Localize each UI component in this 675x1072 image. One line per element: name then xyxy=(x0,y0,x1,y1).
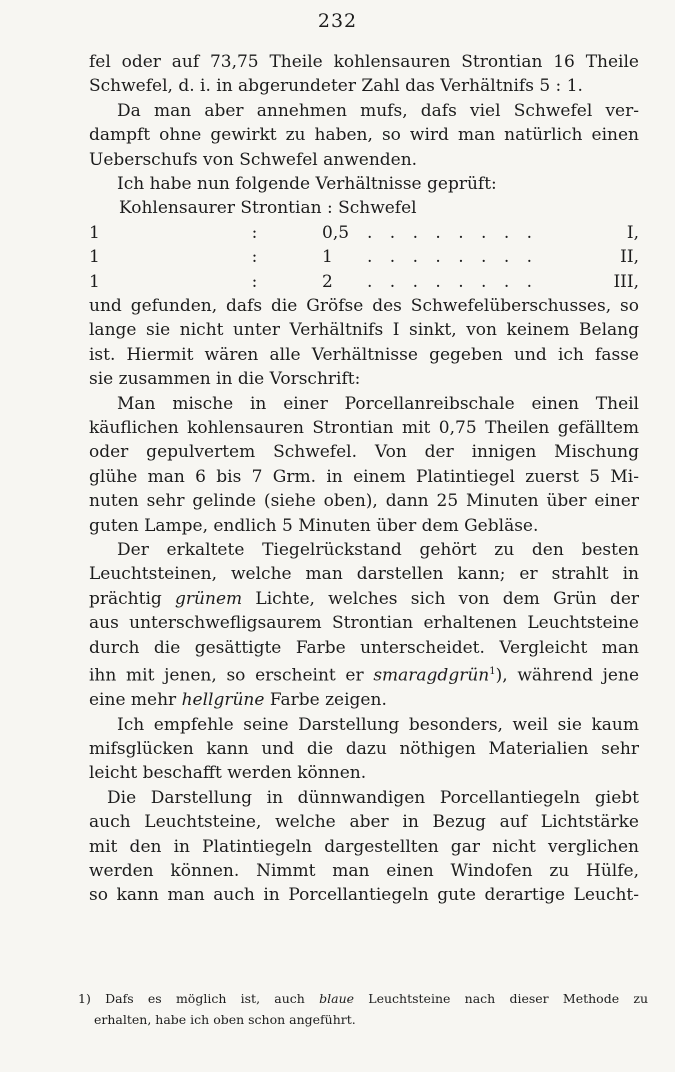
text-span: prächtig xyxy=(89,588,162,609)
emphasis: smaragdgrün xyxy=(373,665,490,686)
text-span: Leuchtsteine nach dieser Methode zu xyxy=(368,991,648,1006)
text-line: dampft ohne gewirkt zu haben, so wird man natürlich einen xyxy=(89,125,639,146)
footnote-line xyxy=(78,988,648,1009)
cell-label: III, xyxy=(613,271,639,292)
text-line: Schwefel, d. i. in abgerundeter Zahl das Verhältnifs 5 : 1. xyxy=(89,76,583,97)
text-line: so kann man auch in Porcellantiegeln gute derartige Leucht- xyxy=(89,885,639,906)
text-line xyxy=(89,587,639,611)
text-line: Der erkaltete Tiegelrückstand gehört zu den besten xyxy=(117,540,639,561)
emphasis: blaue xyxy=(319,991,355,1006)
text-span: eine mehr xyxy=(89,690,177,711)
text-line: aus unterschwefligsaurem Strontian erhaltenen Leuchtsteine xyxy=(89,613,639,634)
page-number: 232 xyxy=(317,10,358,32)
cell-label: I, xyxy=(626,222,639,243)
text-line: glühe man 6 bis 7 Grm. in einem Platintiegel zuerst 5 Mi- xyxy=(89,466,639,487)
footnote-ref: 1 xyxy=(489,666,496,678)
cell-a: 1 xyxy=(89,271,100,292)
text-line: Die Darstellung in dünnwandigen Porcellantiegeln giebt xyxy=(107,787,639,808)
table-row xyxy=(89,221,639,245)
text-line: guten Lampe, endlich 5 Minuten über dem Gebläse. xyxy=(89,515,539,536)
text-line: käuflichen kohlensauren Strontian mit 0,75 Theilen gefälltem xyxy=(89,418,639,439)
text-span: Dafs es möglich ist, auch xyxy=(105,991,305,1006)
cell-a: 1 xyxy=(89,222,100,243)
text-line: leicht beschafft werden können. xyxy=(89,763,367,784)
text-line: Ueberschufs von Schwefel anwenden. xyxy=(89,149,418,170)
text-span: ihn mit jenen, so erscheint er xyxy=(89,665,364,686)
leader-dots: . . . . . . . . xyxy=(367,222,539,243)
page-body xyxy=(89,50,639,908)
text-line: Leuchtsteinen, welche man darstellen kann; er strahlt in xyxy=(89,564,639,585)
emphasis: hellgrüne xyxy=(181,690,265,711)
text-line: lange sie nicht unter Verhältnifs I sinkt, von keinem Belang xyxy=(89,320,639,341)
text-line: mifsglücken kann und die dazu nöthigen Materialien sehr xyxy=(89,738,639,759)
table-header: Kohlensaurer Strontian : Schwefel xyxy=(119,198,417,219)
cell-label: II, xyxy=(620,247,639,268)
footnote xyxy=(78,988,648,1030)
text-line: oder gepulvertem Schwefel. Von der innigen Mischung xyxy=(89,442,639,463)
text-line: ist. Hiermit wären alle Verhältnisse gegeben und ich fasse xyxy=(89,344,639,365)
text-span: Farbe zeigen. xyxy=(269,690,387,711)
table-row xyxy=(89,270,639,294)
text-line xyxy=(89,660,639,688)
text-line: mit den in Platintiegeln dargestellten gar nicht verglichen xyxy=(89,836,639,857)
leader-dots: . . . . . . . . xyxy=(367,271,539,292)
text-line: sie zusammen in die Vorschrift: xyxy=(89,369,361,390)
text-line xyxy=(89,688,639,712)
text-line: Man mische in einer Porcellanreibschale einen Theil xyxy=(117,393,639,414)
cell-b: 0,5 xyxy=(322,222,350,243)
emphasis: grünem xyxy=(175,588,243,609)
text-span: ), während jene xyxy=(495,665,639,686)
text-line: Da man aber annehmen mufs, dafs viel Schwefel ver- xyxy=(117,100,639,121)
footnote-marker: 1) xyxy=(78,991,91,1006)
cell-sep: : xyxy=(251,247,258,268)
leader-dots: . . . . . . . . xyxy=(367,247,539,268)
table-row xyxy=(89,245,639,269)
text-line: auch Leuchtsteine, welche aber in Bezug auf Lichtstärke xyxy=(89,812,639,833)
cell-sep: : xyxy=(251,271,258,292)
text-line: fel oder auf 73,75 Theile kohlensauren Strontian 16 Theile xyxy=(89,52,639,72)
cell-sep: : xyxy=(251,222,258,243)
cell-b: 1 xyxy=(322,247,333,268)
text-line: werden können. Nimmt man einen Windofen zu Hülfe, xyxy=(89,861,639,882)
cell-b: 2 xyxy=(322,271,333,292)
text-line: und gefunden, dafs die Gröfse des Schwefelüberschusses, so xyxy=(89,296,639,317)
text-span: Lichte, welches sich von dem Grün der xyxy=(255,588,639,609)
cell-a: 1 xyxy=(89,247,100,268)
text-line: Ich empfehle seine Darstellung besonders, weil sie kaum xyxy=(117,714,639,735)
text-line: nuten sehr gelinde (siehe oben), dann 25 Minuten über einer xyxy=(89,491,639,512)
footnote-line: erhalten, habe ich oben schon angeführt. xyxy=(94,1012,356,1027)
text-line: durch die gesättigte Farbe unterscheidet. Vergleicht man xyxy=(89,637,639,658)
text-line: Ich habe nun folgende Verhältnisse geprüft: xyxy=(117,174,497,195)
